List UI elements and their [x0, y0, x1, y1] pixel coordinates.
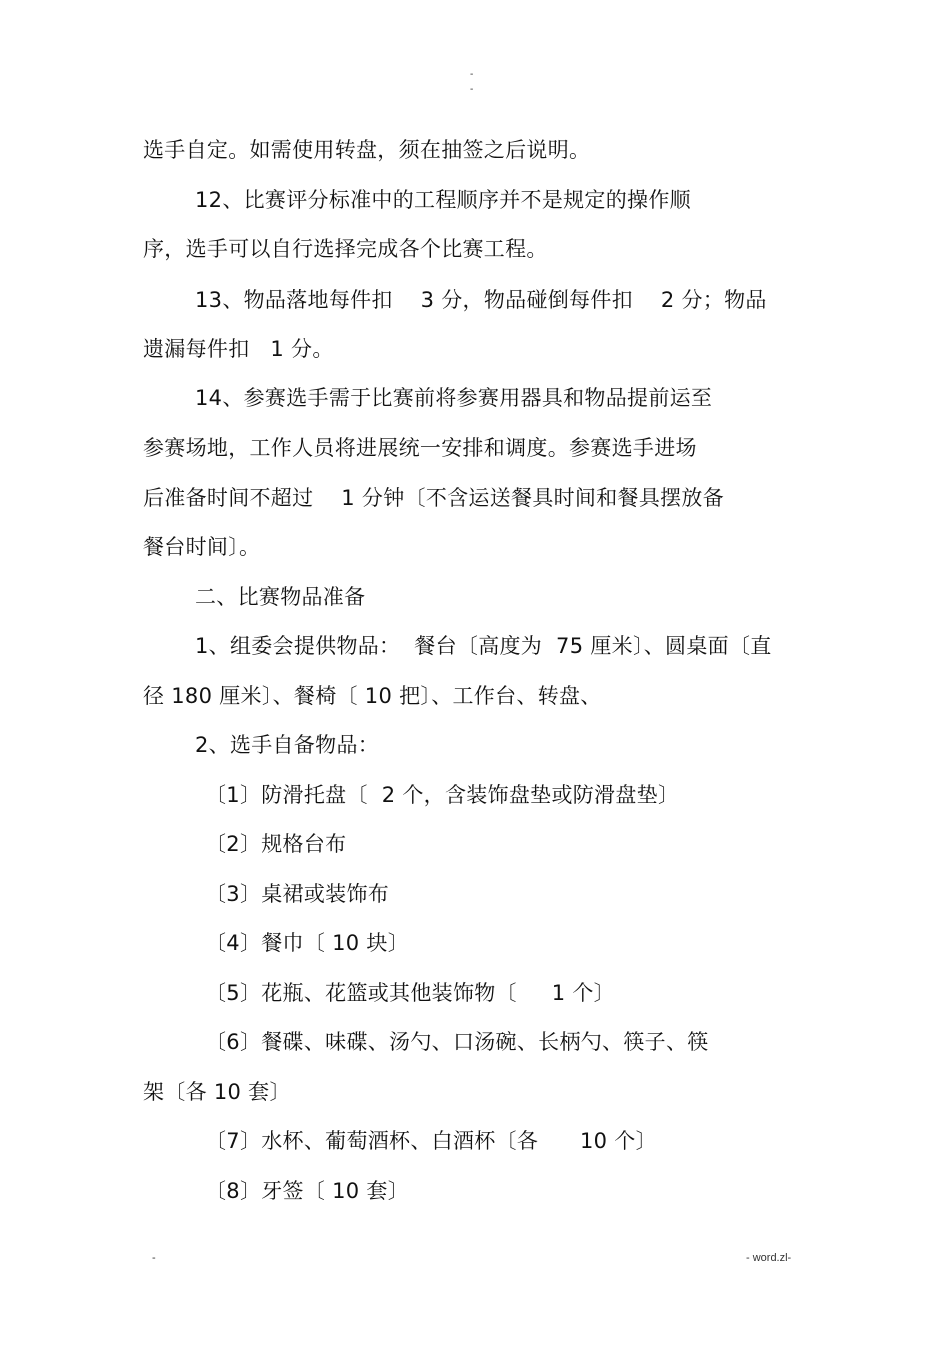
body-line: 序，选手可以自行选择完成各个比赛工程。 [143, 237, 548, 261]
body-line: 13、物品落地每件扣 3 分，物品碰倒每件扣 2 分；物品 [195, 288, 767, 312]
body-line: 后准备时间不超过 1 分钟〔不含运送餐具时间和餐具摆放备 [143, 486, 725, 510]
list-item: 〔5〕花瓶、花篮或其他装饰物〔 1 个〕 [205, 981, 615, 1005]
header-mark-top: - [470, 69, 474, 80]
header-mark-bottom: - [470, 84, 474, 95]
body-line: 1、组委会提供物品： 餐台〔高度为 75 厘米〕、圆桌面〔直 [195, 634, 772, 658]
body-line: 遗漏每件扣 1 分。 [143, 337, 334, 361]
list-item: 〔7〕水杯、葡萄酒杯、白酒杯〔各 10 个〕 [205, 1129, 657, 1153]
footer-source: - word.zl- [746, 1252, 792, 1264]
list-item: 〔2〕规格台布 [205, 832, 347, 856]
body-line: 参赛场地，工作人员将进展统一安排和调度。参赛选手进场 [143, 436, 697, 460]
list-item: 〔4〕餐巾〔 10 块〕 [205, 931, 410, 955]
body-line: 12、比赛评分标准中的工程顺序并不是规定的操作顺 [195, 188, 691, 212]
list-item: 〔1〕防滑托盘〔 2 个，含装饰盘垫或防滑盘垫〕 [205, 783, 680, 807]
list-item: 〔3〕桌裙或装饰布 [205, 882, 390, 906]
body-line: 径 180 厘米〕、餐椅〔 10 把〕、工作台、转盘、 [143, 684, 602, 708]
body-line: 餐台时间〕。 [143, 535, 261, 559]
section-heading: 二、比赛物品准备 [195, 585, 366, 609]
list-item: 〔6〕餐碟、味碟、汤勺、口汤碗、长柄勺、筷子、筷 [205, 1030, 709, 1054]
list-item-continuation: 架〔各 10 套〕 [143, 1080, 291, 1104]
body-line: 14、参赛选手需于比赛前将参赛用器具和物品提前运至 [195, 386, 713, 410]
body-line: 2、选手自备物品： [195, 733, 380, 757]
footer-left-mark: - [152, 1252, 156, 1264]
body-line: 选手自定。如需使用转盘，须在抽签之后说明。 [143, 138, 591, 162]
list-item: 〔8〕牙签〔 10 套〕 [205, 1179, 410, 1203]
